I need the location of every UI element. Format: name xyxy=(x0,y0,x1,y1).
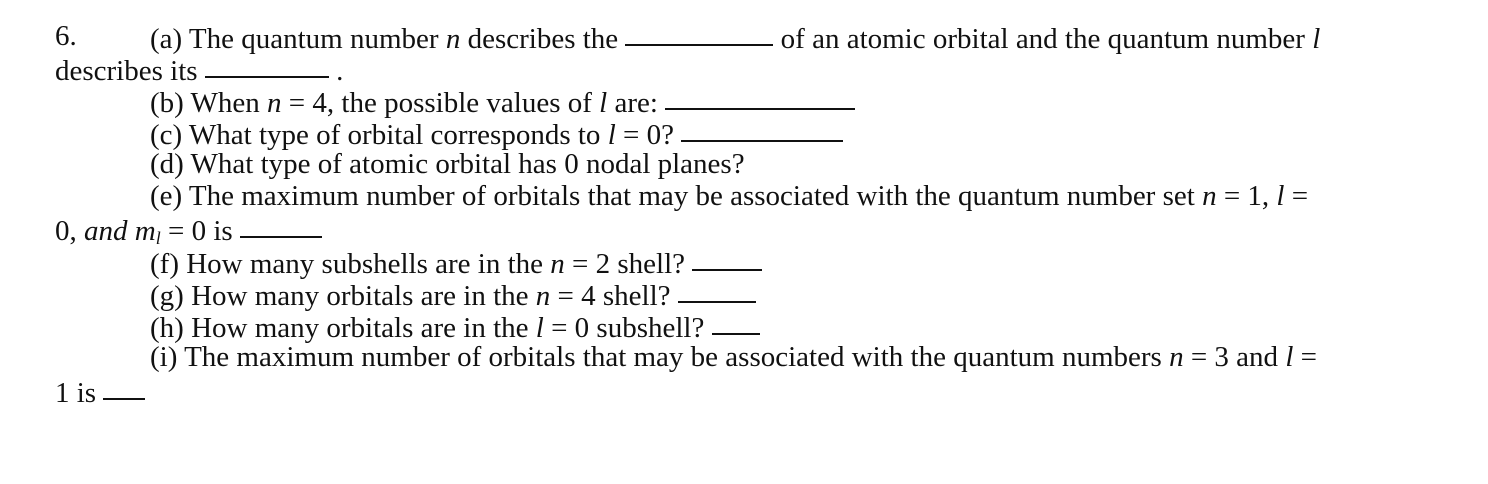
part-g-label: (g) How many orbitals are in the xyxy=(150,280,529,312)
part-f xyxy=(150,245,762,280)
part-d-text: (d) What type of atomic orbital has 0 nodal planes? xyxy=(150,148,745,180)
var-n: n xyxy=(267,87,282,119)
part-e-eq: = 0 is xyxy=(167,215,233,247)
answer-blank-b[interactable] xyxy=(665,82,855,110)
part-e-eq2: = xyxy=(1291,180,1309,212)
answer-blank-f[interactable] xyxy=(692,243,762,271)
part-a-text xyxy=(150,20,1321,55)
part-e-text: (e) The maximum number of orbitals that may be associated with the quantum number set xyxy=(150,180,1195,212)
part-e-line2-start: 0, xyxy=(55,215,77,247)
var-m-subscript: l xyxy=(155,228,161,248)
var-l: l xyxy=(1276,180,1285,212)
answer-blank-c[interactable] xyxy=(681,114,843,142)
var-l: l xyxy=(599,87,608,119)
part-a-mid-text: describes the xyxy=(467,23,619,55)
part-i-line2 xyxy=(55,374,145,409)
part-c-label: (c) What type of orbital corresponds to xyxy=(150,119,601,151)
part-h-eq: = 0 subshell? xyxy=(551,312,705,344)
answer-blank-h[interactable] xyxy=(712,307,760,335)
part-b-end: are: xyxy=(614,87,658,119)
var-n: n xyxy=(1169,341,1184,373)
part-d xyxy=(150,148,745,180)
part-i-text: (i) The maximum number of orbitals that may be associated with the quantum numbers xyxy=(150,341,1162,373)
var-m: m xyxy=(134,215,156,247)
answer-blank-e[interactable] xyxy=(240,210,322,238)
part-b xyxy=(150,84,855,119)
var-n: n xyxy=(535,280,551,312)
part-c xyxy=(150,116,843,151)
part-f-eq: = 2 shell? xyxy=(572,248,686,280)
answer-blank-a1[interactable] xyxy=(625,18,773,46)
var-l: l xyxy=(535,312,544,344)
var-l: l xyxy=(1312,23,1321,55)
part-e-line2 xyxy=(55,212,322,248)
part-e-and: and xyxy=(84,215,128,247)
part-i-line1 xyxy=(150,341,1317,373)
part-g xyxy=(150,277,756,312)
answer-blank-g[interactable] xyxy=(678,275,756,303)
var-n: n xyxy=(550,248,565,280)
part-a-after-text: of an atomic orbital and the quantum number xyxy=(780,23,1305,55)
part-c-eq: = 0? xyxy=(623,119,674,151)
part-e-line1 xyxy=(150,180,1308,212)
var-n: n xyxy=(1202,180,1217,212)
var-l: l xyxy=(607,119,616,151)
part-b-label: (b) When xyxy=(150,87,260,119)
part-a-line2-text: describes its xyxy=(55,55,198,87)
part-h xyxy=(150,309,760,344)
part-e-eq1: = 1, xyxy=(1223,180,1270,212)
part-i-eq1: = 3 and xyxy=(1190,341,1279,373)
part-a-line2 xyxy=(55,52,344,87)
answer-blank-i[interactable] xyxy=(103,372,145,400)
part-i-line2-text: 1 is xyxy=(55,377,97,409)
var-l: l xyxy=(1285,341,1294,373)
part-f-label: (f) How many subshells are in the xyxy=(150,248,544,280)
part-a-end-period: . xyxy=(336,55,344,87)
part-i-eq2: = xyxy=(1300,341,1317,373)
question-6-part-a-line1 xyxy=(55,20,77,52)
part-a-label: (a) The quantum number xyxy=(150,23,439,55)
answer-blank-a2[interactable] xyxy=(205,50,329,78)
part-h-label: (h) How many orbitals are in the xyxy=(150,312,529,344)
var-n: n xyxy=(445,23,461,55)
part-g-eq: = 4 shell? xyxy=(557,280,671,312)
part-b-eq: = 4, the possible values of xyxy=(288,87,592,119)
question-number: 6. xyxy=(55,20,77,52)
